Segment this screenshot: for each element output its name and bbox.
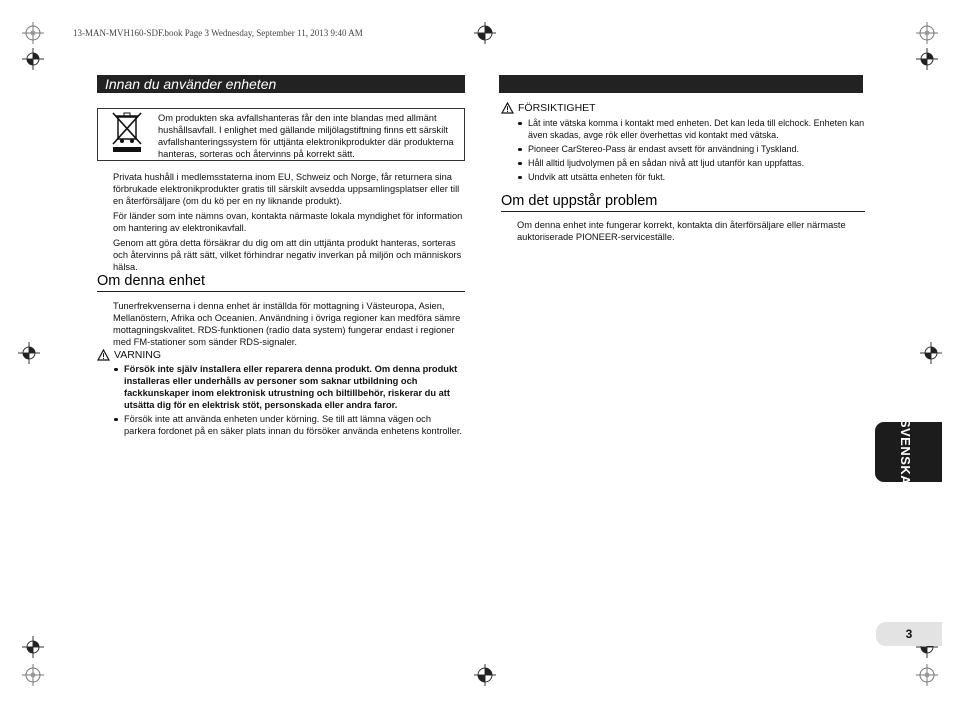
paragraph: För länder som inte nämns ovan, kontakta närmaste lokala myndighet för information om hantering av elektronikavfall. — [113, 211, 463, 233]
page-number: 3 — [876, 622, 942, 646]
list-item: Låt inte vätska komma i kontakt med enheten. Det kan leda till elchock. Enheten kan även skadas, avge rök eller överhettas vid kontakt med vätska. — [517, 117, 867, 141]
section-bar-right — [499, 75, 863, 93]
recycling-paragraphs — [113, 171, 465, 273]
caution-heading — [501, 101, 596, 115]
registration-mark-icon — [916, 664, 938, 686]
registration-mark-icon — [474, 22, 496, 44]
paragraph: Genom att göra detta försäkrar du dig om att din uttjänta produkt hanteras, sorteras och återvinns på rätt sätt, vilket förhindrar negativ inverkan på miljön och människors hälsa. — [113, 238, 462, 272]
list-item: Pioneer CarStereo-Pass är endast avsett för användning i Tyskland. — [517, 143, 867, 155]
list-item: Försök inte själv installera eller reparera denna produkt. Om denna produkt installeras eller underhålls av personer som saknar utbildning och fackkunskaper inom elektronisk utrustning och biltillbehör, riskerar du att utsätta dig för en elektrisk stöt, personskada eller andra faror. — [113, 363, 463, 411]
about-text: Tunerfrekvenserna i denna enhet är inställda för mottagning i Västeuropa, Asien, Mellanöstern, Afrika och Oceanien. Användning i övriga regioner kan medföra sämre mottagningskvalitet. RDS-funktionen (radio data system) fungerar endast i regioner med FM-stationer som sänder RDS-signaler. — [113, 301, 461, 347]
warning-triangle-icon — [97, 349, 110, 361]
language-tab-label: SVENSKA — [898, 418, 913, 486]
problem-text: Om denna enhet inte fungerar korrekt, kontakta din återförsäljare eller närmaste auktoriserade PIONEER-serviceställe. — [517, 220, 846, 242]
book-file-header: 13-MAN-MVH160-SDF.book Page 3 Wednesday, September 11, 2013 9:40 AM — [73, 28, 363, 38]
weee-bin-icon — [110, 110, 144, 154]
registration-mark-icon — [22, 664, 44, 686]
list-item: Försök inte att använda enheten under körning. Se till att lämna vägen och parkera fordonet på en säker plats innan du försöker använda enhetens kontroller. — [113, 413, 463, 437]
language-tab — [875, 418, 942, 486]
weee-notice-text: Om produkten ska avfallshanteras får den inte blandas med allmänt hushållsavfall. I enlighet med gällande miljölagstiftning finns ett särskilt avfallshanteringssystem för uttjänta elektronikprodukter där produkterna hanteras, sorteras och återvinns på korrekt sätt. — [158, 113, 454, 159]
registration-mark-icon — [22, 48, 44, 70]
problem-heading: Om det uppstår problem — [501, 192, 865, 212]
registration-mark-icon — [22, 636, 44, 658]
caution-title: FÖRSIKTIGHET — [518, 102, 596, 114]
warning-title: VARNING — [114, 349, 162, 361]
list-item: Undvik att utsätta enheten för fukt. — [517, 171, 867, 183]
warning-heading — [97, 348, 161, 362]
list-item: Håll alltid ljudvolymen på en sådan nivå att ljud utanför kan uppfattas. — [517, 157, 867, 169]
registration-mark-icon — [18, 342, 40, 364]
warning-triangle-icon — [501, 102, 514, 114]
warning-list — [113, 363, 463, 437]
registration-mark-icon — [920, 342, 942, 364]
paragraph: Privata hushåll i medlemsstaterna inom EU, Schweiz och Norge, får returnera sina förbrukade elektronikprodukter gratis till särskilt avsedda uppsamlingsplatser eller till en återförsäljare (om du kö per en ny liknande produkt). — [113, 172, 460, 206]
section-title: Innan du använder enheten — [105, 76, 277, 92]
section-title-bar — [97, 75, 465, 93]
caution-list — [517, 117, 867, 183]
registration-mark-icon — [916, 22, 938, 44]
about-heading-block — [97, 272, 465, 292]
problem-heading-block — [501, 192, 865, 212]
registration-mark-icon — [22, 22, 44, 44]
about-heading: Om denna enhet — [97, 272, 465, 292]
registration-mark-icon — [916, 48, 938, 70]
registration-mark-icon — [474, 664, 496, 686]
